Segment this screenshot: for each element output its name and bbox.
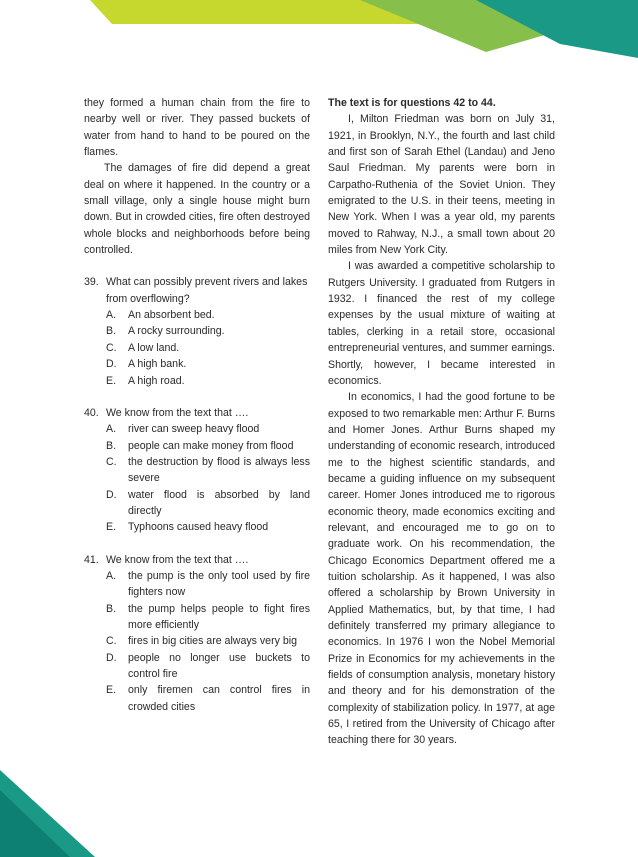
option-letter: C. [106, 635, 117, 648]
option-letter: A. [106, 423, 117, 436]
top-green-band-light [90, 0, 470, 24]
option-letter: B. [106, 439, 117, 452]
option-text: only firemen can control fires in crowded cities [128, 684, 310, 713]
question-number: 41. [84, 553, 99, 566]
question-text: We know from the text that …. [106, 406, 249, 419]
answer-options [84, 568, 310, 715]
option-text: An absorbent bed. [128, 309, 215, 322]
option-letter: A. [106, 309, 117, 322]
passage-heading: The text is for questions 42 to 44. [328, 97, 496, 109]
question-39 [84, 274, 310, 388]
passage-paragraph: In economics, I had the good fortune to be exposed to two remarkable men: Arthur F. Burns and Homer Jones. Arthur Burns shaped my understanding of economic research, introduced me to the highest scientific standards, and became a guiding influence on my subsequent career. Homer Jones introduced me to rigorous economic theory, made economics exciting and relevant, and encouraged me to go on to graduate work. On his recommendation, the Chicago Economics Department offered me a tuition scholarship. As it happened, I was also offered a scholarship by Brown University in Applied Mathematics, but, by that time, I had definitely transferred my primary allegiance to economics. In 1976 I won the Nobel Memorial Prize in Economics for my achievements in the fields of consumption analysis, monetary history and theory and for his demonstration of the complexity of stabilization policy. In 1977, at age 65, I retired from the University of Chicago after teaching there for 30 years. [328, 391, 555, 747]
answer-option [106, 340, 310, 356]
answer-option [106, 438, 310, 454]
option-letter: D. [106, 651, 117, 664]
question-40 [84, 405, 310, 536]
answer-options [84, 421, 310, 535]
option-text: A rocky surrounding. [128, 325, 225, 338]
question-number: 40. [84, 406, 99, 419]
bottom-teal-corner-light [0, 770, 95, 857]
option-text: people can make money from flood [128, 439, 294, 452]
option-letter: C. [106, 341, 117, 354]
option-letter: E. [106, 684, 117, 697]
answer-option [106, 307, 310, 323]
passage-paragraph: I, Milton Friedman was born on July 31, 1921, in Brooklyn, N.Y., the fourth and last child and first son of Sarah Ethel (Landau) and Jeno Saul Friedman. My parents were born in Carpatho-Ruthenia of the Soviet Union. They emigrated to the U.S. in their teens, meeting in New York. When I was a year old, my parents moved to Rahway, N.J., a small town about 20 miles from New York City. [328, 113, 555, 257]
answer-option [106, 633, 310, 649]
option-text: water flood is absorbed by land directly [128, 488, 310, 517]
passage-paragraph: I was awarded a competitive scholarship to Rutgers University. I graduated from Rutgers in 1932. I financed the rest of my college expenses by the usual mixture of waiting at tables, clerking in a retail store, occasional entrepreneurial ventures, and summer earnings. Shortly, however, I became interested in economics. [328, 260, 555, 387]
option-text: the pump helps people to fight fires more efficiently [128, 602, 310, 631]
top-teal-band [476, 0, 638, 58]
left-column [84, 95, 310, 715]
question-text: What can possibly prevent rivers and lakes from overflowing? [106, 276, 308, 305]
option-text: A high road. [128, 374, 185, 387]
option-text: fires in big cities are always very big [128, 635, 297, 648]
option-letter: D. [106, 488, 117, 501]
answer-option [106, 454, 310, 487]
answer-options [84, 307, 310, 389]
option-letter: B. [106, 325, 117, 338]
answer-option [106, 650, 310, 683]
option-letter: B. [106, 602, 117, 615]
option-letter: D. [106, 358, 117, 371]
question-text: We know from the text that …. [106, 553, 249, 566]
bottom-teal-corner [0, 790, 70, 857]
option-text: the pump is the only tool used by fire fighters now [128, 569, 310, 599]
answer-option [106, 487, 310, 520]
question-41 [84, 552, 310, 715]
option-text: people no longer use buckets to control fire [128, 651, 310, 680]
option-text: A low land. [128, 341, 180, 354]
right-column [328, 95, 555, 749]
option-letter: C. [106, 455, 117, 468]
answer-option [106, 421, 310, 437]
answer-option [106, 682, 310, 715]
answer-option [106, 519, 310, 535]
answer-option [106, 323, 310, 339]
answer-option [106, 568, 310, 601]
option-letter: A. [106, 569, 117, 582]
option-letter: E. [106, 374, 117, 387]
option-text: Typhoons caused heavy flood [128, 521, 269, 534]
answer-option [106, 373, 310, 389]
answer-option [106, 601, 310, 634]
option-text: river can sweep heavy flood [128, 423, 260, 436]
option-text: the destruction by flood is always less severe [128, 455, 310, 485]
option-letter: E. [106, 521, 117, 534]
top-green-band [100, 0, 638, 52]
option-text: A high bank. [128, 358, 187, 371]
passage-paragraph: The damages of fire did depend a great deal on where it happened. In the country or a small village, only a single house might burn down. But in crowded cities, fire often destroyed whole blocks and neighborhoods before being controlled. [84, 162, 310, 257]
question-number: 39. [84, 276, 99, 289]
passage-paragraph: they formed a human chain from the fire to nearby well or river. They passed buckets of water from hand to hand to be poured on the flames. [84, 97, 310, 159]
answer-option [106, 356, 310, 372]
